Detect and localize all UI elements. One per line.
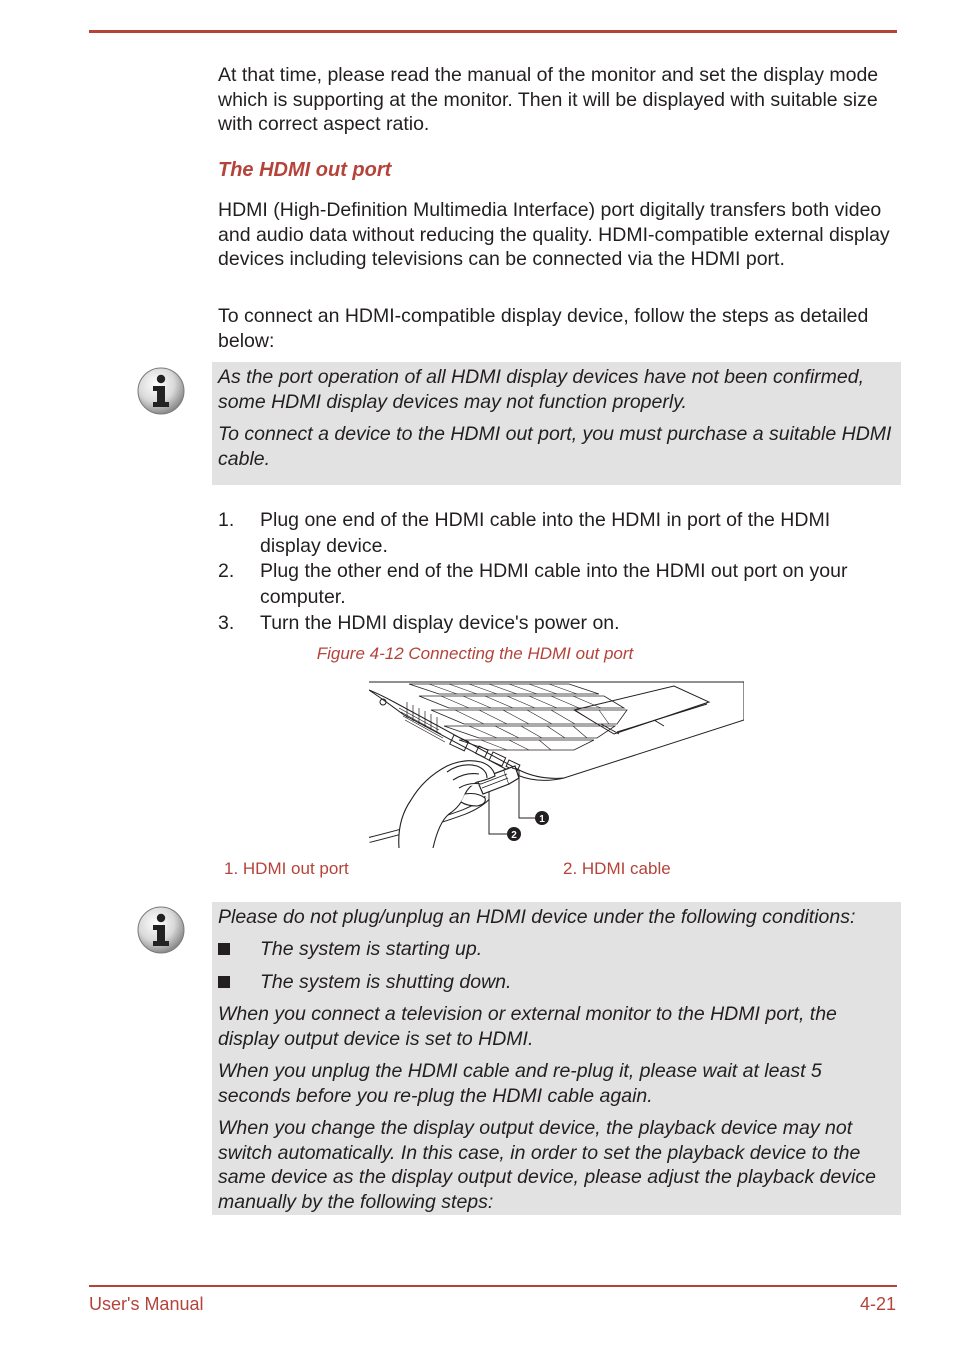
section-heading: The HDMI out port	[218, 159, 392, 181]
step-number: 2.	[218, 560, 235, 582]
bullet-marker	[218, 943, 230, 955]
hdmi-description: HDMI (High-Definition Multimedia Interface) port digitally transfers both video and audio data without reducing the quality. HDMI-compatible external display devices including televisions can be connected via the HDMI port.	[218, 199, 890, 270]
step-text: Plug one end of the HDMI cable into the HDMI in port of the HDMI display device.	[260, 509, 831, 557]
note-box	[212, 902, 901, 1215]
callout-1-label: 1	[539, 814, 545, 825]
note-paragraph: When you change the display output device, the playback device may not switch automatically. In this case, in order to set the playback device to the same device as the display output device, please adjust the playback device manually by the following steps:	[218, 1117, 876, 1213]
hdmi-connection-illustration	[369, 680, 744, 850]
callout-1-marker	[535, 811, 549, 825]
step-number: 1.	[218, 509, 235, 531]
header-rule	[89, 30, 897, 33]
legend-item: 2. HDMI cable	[563, 859, 671, 878]
note-paragraph: To connect a device to the HDMI out port, you must purchase a suitable HDMI cable.	[218, 423, 892, 470]
step-number: 3.	[218, 612, 235, 634]
note-intro: Please do not plug/unplug an HDMI device under the following conditions:	[218, 906, 856, 928]
bullet-marker	[218, 976, 230, 988]
legend-item: 1. HDMI out port	[224, 859, 349, 878]
figure-caption: Figure 4-12 Connecting the HDMI out port	[316, 644, 634, 663]
footer-title: User's Manual	[89, 1294, 204, 1314]
callout-2-label: 2	[511, 830, 517, 841]
page-number: 4-21	[859, 1294, 896, 1314]
note-paragraph: When you unplug the HDMI cable and re-plug it, please wait at least 5 seconds before you re-plug the HDMI cable again.	[218, 1060, 822, 1107]
step-text: Turn the HDMI display device's power on.	[260, 612, 620, 634]
connect-intro: To connect an HDMI-compatible display device, follow the steps as detailed below:	[218, 305, 869, 352]
info-icon	[136, 905, 186, 955]
bullet-text: The system is starting up.	[260, 938, 483, 960]
info-icon	[136, 366, 186, 416]
note-paragraph: When you connect a television or external monitor to the HDMI port, the display output device is set to HDMI.	[218, 1003, 837, 1050]
note-box	[212, 362, 901, 485]
intro-paragraph: At that time, please read the manual of the monitor and set the display mode which is supporting at the monitor. Then it will be displayed with suitable size with correct aspect ratio.	[218, 64, 879, 135]
callout-2-marker	[507, 827, 521, 841]
step-text: Plug the other end of the HDMI cable into the HDMI out port on your computer.	[260, 560, 848, 608]
bullet-text: The system is shutting down.	[260, 971, 512, 993]
note-paragraph: As the port operation of all HDMI display devices have not been confirmed, some HDMI display devices may not function properly.	[218, 366, 865, 413]
footer-rule	[89, 1285, 897, 1287]
